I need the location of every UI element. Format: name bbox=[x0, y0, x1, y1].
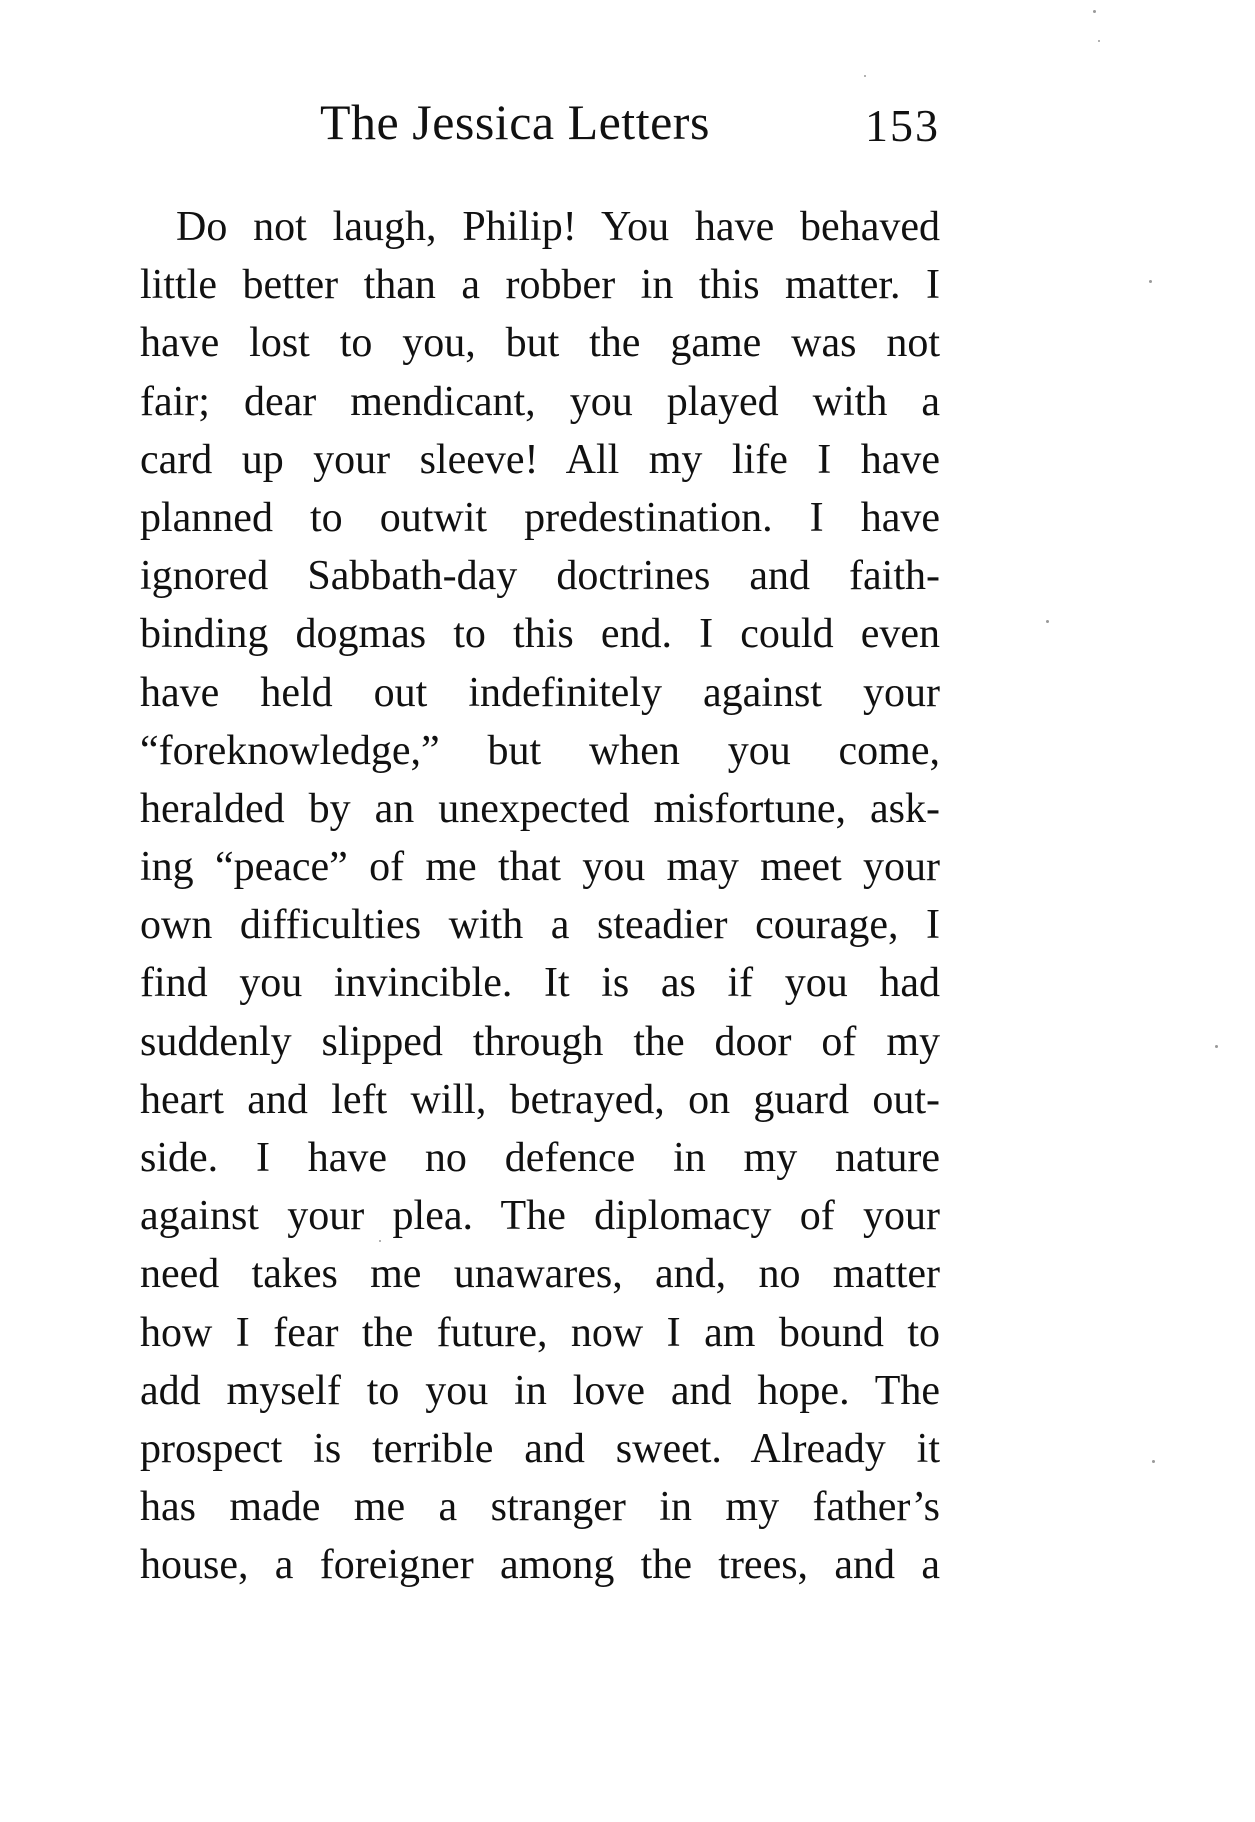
text-line bbox=[140, 314, 940, 372]
text-line bbox=[140, 780, 940, 838]
text-line-content: card up your sleeve! All my life I have bbox=[140, 436, 940, 483]
text-line-content: against your plea. The diplomacy of your bbox=[140, 1193, 940, 1240]
text-line bbox=[140, 954, 940, 1012]
text-line-content: little better than a robber in this matter. I bbox=[140, 262, 940, 309]
text-line-content: have held out indefinitely against your bbox=[140, 669, 940, 716]
text-line bbox=[140, 1362, 940, 1420]
text-line-content: ing “peace” of me that you may meet your bbox=[140, 844, 940, 891]
scan-speck bbox=[1046, 620, 1049, 623]
text-line-content: prospect is terrible and sweet. Already it bbox=[140, 1425, 940, 1472]
scan-speck bbox=[1215, 1045, 1218, 1048]
text-line-content: add myself to you in love and hope. The bbox=[140, 1367, 940, 1414]
text-line-content: Do not laugh, Philip! You have behaved bbox=[176, 204, 940, 250]
text-line bbox=[140, 431, 940, 489]
text-line bbox=[140, 373, 940, 431]
text-line-content: heart and left will, betrayed, on guard out- bbox=[140, 1076, 940, 1123]
text-line bbox=[140, 1478, 940, 1536]
text-line bbox=[140, 198, 940, 256]
text-line-content: have lost to you, but the game was not bbox=[140, 320, 940, 367]
text-line-content: find you invincible. It is as if you had bbox=[140, 960, 940, 1007]
text-line-content: need takes me unawares, and, no matter bbox=[140, 1251, 940, 1298]
text-line bbox=[140, 664, 940, 722]
text-line-content: how I fear the future, now I am bound to bbox=[140, 1309, 940, 1356]
text-line-content: heralded by an unexpected misfortune, ask- bbox=[140, 785, 940, 832]
scan-speck bbox=[1149, 280, 1152, 283]
text-line bbox=[140, 1536, 940, 1594]
text-line bbox=[140, 1304, 940, 1362]
text-line-content: side. I have no defence in my nature bbox=[140, 1135, 940, 1181]
text-line-content: fair; dear mendicant, you played with a bbox=[140, 378, 940, 425]
text-line bbox=[140, 1071, 940, 1129]
text-line bbox=[140, 838, 940, 896]
text-line bbox=[140, 605, 940, 663]
text-line bbox=[140, 1245, 940, 1303]
text-line-content: own difficulties with a steadier courage, I bbox=[140, 902, 940, 949]
scan-speck bbox=[1098, 40, 1100, 42]
scan-speck bbox=[379, 1240, 381, 1242]
text-line bbox=[140, 547, 940, 605]
text-line-content: house, a foreigner among the trees, and a bbox=[140, 1542, 940, 1589]
text-line-content: ignored Sabbath-day doctrines and faith- bbox=[140, 553, 940, 600]
text-line bbox=[140, 1420, 940, 1478]
text-line-content: suddenly slipped through the door of my bbox=[140, 1018, 940, 1065]
scan-speck bbox=[864, 75, 866, 77]
text-line-content: binding dogmas to this end. I could even bbox=[140, 611, 940, 658]
text-line bbox=[140, 489, 940, 547]
letter-text bbox=[140, 198, 940, 1595]
text-line bbox=[140, 1129, 940, 1187]
text-line-content: has made me a stranger in my father’s bbox=[140, 1484, 940, 1531]
running-head bbox=[140, 92, 940, 152]
text-line-content: planned to outwit predestination. I have bbox=[140, 494, 940, 541]
text-line-content: “foreknowledge,” but when you come, bbox=[140, 727, 940, 774]
page-number: 153 bbox=[865, 100, 940, 151]
text-line bbox=[140, 256, 940, 314]
text-line bbox=[140, 722, 940, 780]
running-title: The Jessica Letters bbox=[320, 94, 710, 150]
scan-speck bbox=[1093, 10, 1096, 13]
scan-speck bbox=[1152, 1460, 1155, 1463]
text-line bbox=[140, 1187, 940, 1245]
text-line bbox=[140, 896, 940, 954]
text-line bbox=[140, 1013, 940, 1071]
